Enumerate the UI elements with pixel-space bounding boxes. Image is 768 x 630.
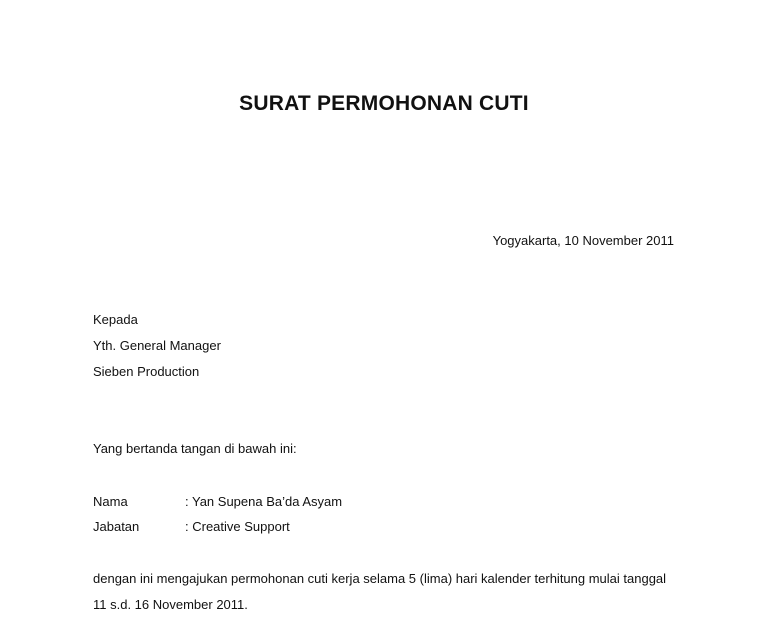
- intro-text: Yang bertanda tangan di bawah ini:: [93, 441, 297, 456]
- field-value-nama: : Yan Supena Ba’da Asyam: [185, 494, 343, 509]
- recipient-salutation: Kepada: [93, 312, 138, 327]
- letter-title: SURAT PERMOHONAN CUTI: [239, 92, 529, 115]
- place-date: Yogyakarta, 10 November 2011: [492, 233, 674, 248]
- body-line-1: dengan ini mengajukan permohonan cuti kerja selama 5 (lima) hari kalender terhitung mulai tanggal: [93, 571, 667, 586]
- field-label-jabatan: Jabatan: [93, 519, 140, 534]
- field-value-jabatan: : Creative Support: [185, 519, 290, 534]
- recipient-company: Sieben Production: [93, 364, 200, 379]
- field-label-nama: Nama: [93, 494, 128, 509]
- recipient-name: Yth. General Manager: [93, 338, 221, 353]
- body-line-2: 11 s.d. 16 November 2011.: [93, 597, 248, 612]
